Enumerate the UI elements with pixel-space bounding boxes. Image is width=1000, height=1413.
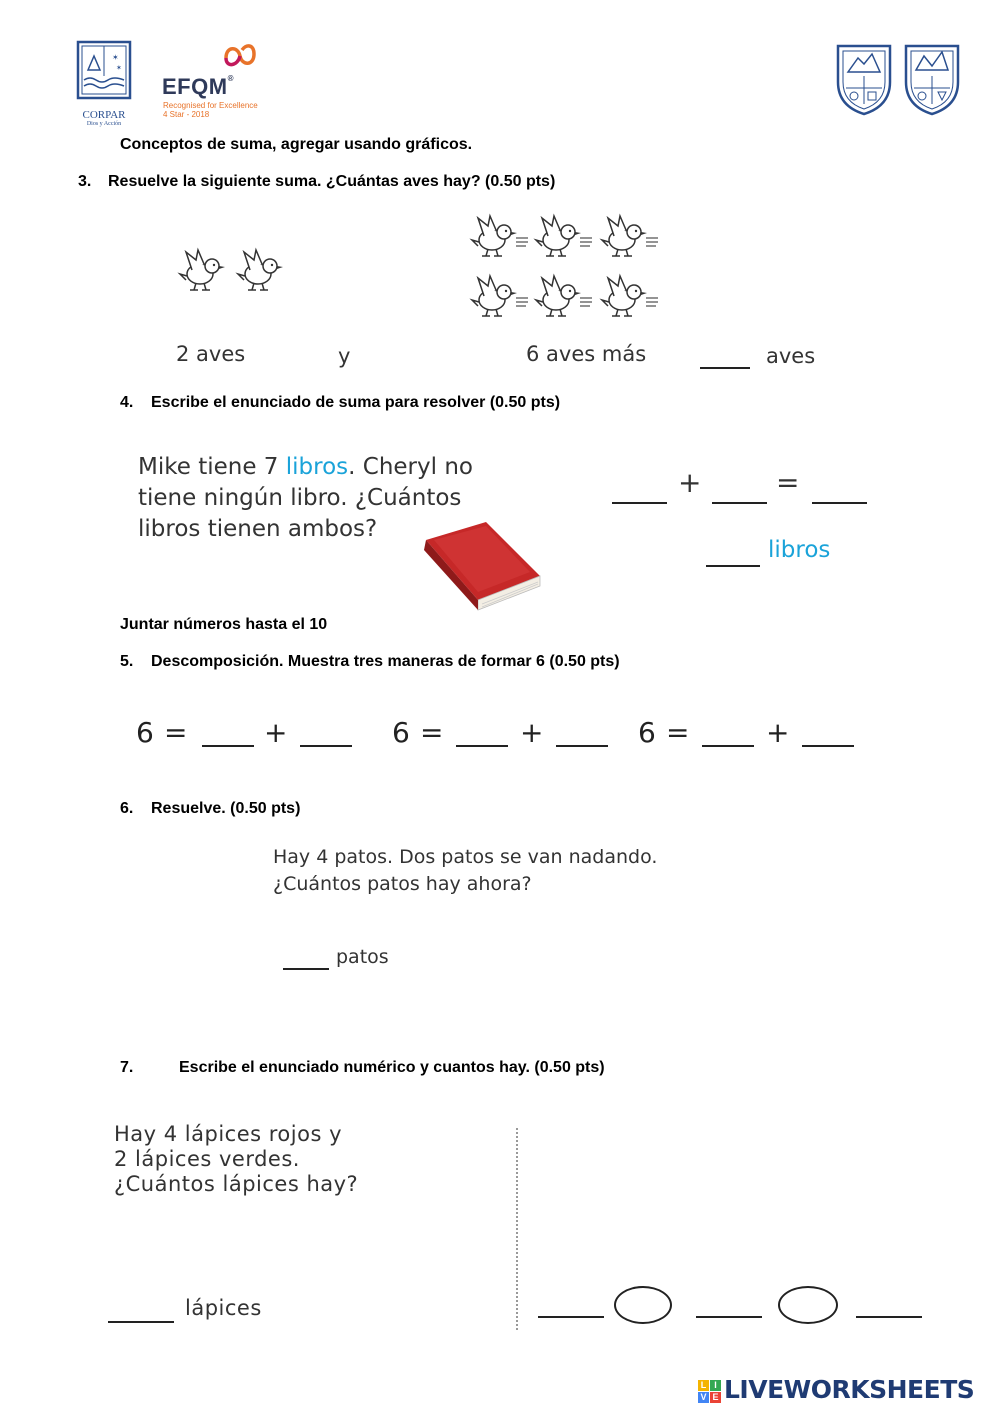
efqm-line1: Recognised for Excellence [163, 101, 258, 110]
q6-line2: ¿Cuántos patos hay ahora? [273, 873, 532, 895]
school-crest-1 [834, 42, 894, 121]
q3-label-result: aves [766, 344, 816, 368]
q6-line1: Hay 4 patos. Dos patos se van nadando. [273, 846, 658, 868]
q7-answer-unit: lápices [185, 1296, 262, 1320]
efqm-line2: 4 Star - 2018 [163, 110, 210, 119]
q7-line3: ¿Cuántos lápices hay? [114, 1172, 359, 1196]
q6-answer-unit: patos [336, 946, 389, 968]
q4-answer-blank[interactable] [706, 564, 760, 567]
q5-plus: + [264, 716, 288, 749]
q5-blank[interactable] [202, 744, 254, 747]
q7-operator-circle-2[interactable] [778, 1286, 838, 1324]
q7-operator-circle-1[interactable] [614, 1286, 672, 1324]
q7-line2: 2 lápices verdes. [114, 1147, 300, 1171]
svg-text:✶: ✶ [112, 53, 119, 62]
efqm-registered: ® [227, 74, 234, 83]
q5-plus: + [520, 716, 544, 749]
bird-icon [536, 216, 592, 256]
q4-addend-1-blank[interactable] [612, 501, 667, 504]
corpar-motto: Dios y Acción [86, 121, 122, 127]
q7-sentence-blank-1[interactable] [538, 1315, 604, 1318]
bird-icon [180, 250, 225, 290]
question-4-number: 4. [120, 394, 134, 411]
q5-blank[interactable] [300, 744, 352, 747]
q4-story-line3: libros tienen ambos? [138, 516, 378, 542]
q3-answer-blank[interactable] [700, 366, 750, 369]
q4-equals: = [776, 466, 800, 499]
bird-icon [238, 250, 283, 290]
shield-icon [834, 42, 894, 116]
bird-icon [602, 216, 658, 256]
q7-divider [516, 1128, 518, 1330]
red-book-image [412, 520, 544, 612]
q7-sentence-blank-3[interactable] [856, 1315, 922, 1318]
liveworksheets-badge [698, 1380, 722, 1404]
q7-line1: Hay 4 lápices rojos y [114, 1122, 342, 1146]
bird-icon [536, 276, 592, 316]
question-6-number: 6. [120, 800, 134, 817]
corpar-name: CORPAR [82, 109, 126, 121]
q4-story-keyword: libros [285, 454, 349, 480]
q3-label-right: 6 aves más [526, 342, 647, 366]
badge-letter-i: I [710, 1380, 721, 1391]
q6-answer-blank[interactable] [283, 967, 329, 970]
q4-plus: + [678, 466, 702, 499]
liveworksheets-brand: LIVEWORKSHEETS [724, 1375, 975, 1404]
q5-blank[interactable] [456, 744, 508, 747]
question-7-text: Escribe el enunciado numérico y cuantos hay. (0.50 pts) [179, 1059, 605, 1076]
q5-blank[interactable] [802, 744, 854, 747]
q5-equals: = [164, 716, 188, 749]
badge-letter-v: V [698, 1392, 709, 1403]
q5-equation-2 [392, 716, 622, 756]
q5-six: 6 [392, 716, 410, 749]
q4-addend-2-blank[interactable] [712, 501, 767, 504]
q5-equals: = [666, 716, 690, 749]
q5-blank[interactable] [556, 744, 608, 747]
shield-icon [902, 42, 962, 116]
q4-answer-unit: libros [768, 537, 831, 563]
section-title-juntar: Juntar números hasta el 10 [120, 616, 328, 633]
q5-plus: + [766, 716, 790, 749]
corpar-crest-icon [76, 40, 132, 102]
question-5-number: 5. [120, 653, 134, 670]
q4-story-line1: Mike tiene 7 libros. Cheryl no [138, 454, 473, 480]
efqm-logo [162, 40, 282, 120]
six-birds-image [468, 210, 668, 326]
question-5-text: Descomposición. Muestra tres maneras de formar 6 (0.50 pts) [151, 653, 620, 670]
question-4-text: Escribe el enunciado de suma para resolver (0.50 pts) [151, 394, 561, 411]
q5-equation-1 [136, 716, 366, 756]
q5-equation-3 [638, 716, 868, 756]
q7-problem [114, 1122, 358, 1197]
badge-letter-l: L [698, 1380, 709, 1391]
bird-icon [472, 276, 528, 316]
question-3-number: 3. [78, 173, 92, 190]
corpar-logo [76, 40, 132, 127]
q6-problem [273, 844, 657, 898]
bird-icon [472, 216, 528, 256]
q5-six: 6 [638, 716, 656, 749]
question-3-text: Resuelve la siguiente suma. ¿Cuántas aves hay? (0.50 pts) [108, 173, 556, 190]
q3-label-and: y [338, 344, 351, 368]
section-title-suma: Conceptos de suma, agregar usando gráficos. [120, 136, 473, 153]
q5-blank[interactable] [702, 744, 754, 747]
q4-sum-blank[interactable] [812, 501, 867, 504]
q5-equals: = [420, 716, 444, 749]
two-birds-image [176, 244, 292, 298]
question-7-number: 7. [120, 1059, 134, 1076]
q4-story-line2: tiene ningún libro. ¿Cuántos [138, 485, 462, 511]
infinity-icon [218, 40, 262, 72]
svg-text:✶: ✶ [116, 65, 122, 72]
q7-sentence-blank-2[interactable] [696, 1315, 762, 1318]
q3-label-left: 2 aves [176, 342, 246, 366]
question-6-text: Resuelve. (0.50 pts) [151, 800, 301, 817]
q5-six: 6 [136, 716, 154, 749]
badge-letter-e: E [710, 1392, 721, 1403]
efqm-name: EFQM [162, 74, 228, 99]
bird-icon [602, 276, 658, 316]
q7-answer-blank[interactable] [108, 1320, 174, 1323]
school-crest-2 [902, 42, 962, 121]
